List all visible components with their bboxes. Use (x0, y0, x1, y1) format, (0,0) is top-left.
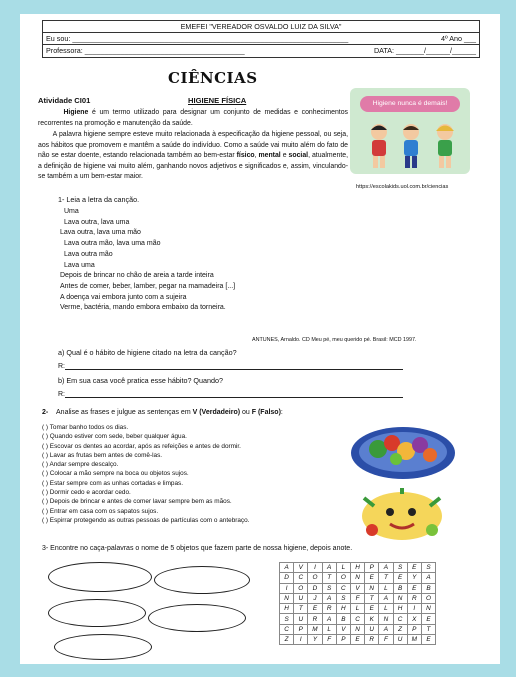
keyword-mental: mental (258, 152, 281, 160)
word-search-cell[interactable]: E (308, 604, 322, 614)
subject-title: CIÊNCIAS (168, 69, 258, 87)
word-search-cell[interactable]: P (294, 624, 308, 634)
answer-oval-1[interactable] (48, 562, 152, 592)
word-search-cell[interactable]: T (322, 573, 336, 583)
word-search-cell[interactable]: M (407, 635, 421, 645)
song-citation: ANTUNES, Arnaldo. CD Meu pé, meu querido pé. Brasil: MCD 1997. (252, 337, 417, 343)
tf-item[interactable]: ( ) Espirrar protegendo as outras pessoas de partículas com o antebraço. (42, 516, 250, 524)
word-search-cell[interactable]: K (365, 614, 379, 624)
section-2-text: Analise as frases e julgue as sentenças em (56, 409, 193, 416)
word-search-cell[interactable]: A (322, 614, 336, 624)
word-search-row (280, 614, 436, 624)
word-search-cell[interactable]: H (280, 604, 294, 614)
header-box (42, 20, 480, 58)
word-search-cell[interactable]: Z (393, 624, 407, 634)
word-search-cell[interactable]: T (421, 624, 435, 634)
song-line: Depois de brincar no chão de areia a tarde inteira (60, 272, 214, 280)
word-search-cell[interactable]: T (365, 593, 379, 603)
word-search-cell[interactable]: N (280, 593, 294, 603)
word-search-cell[interactable]: F (379, 635, 393, 645)
word-search-row (280, 624, 436, 634)
speech-bubble: Higiene nunca é demais! (360, 96, 460, 112)
school-name: EMEFEI "VEREADOR OSVALDO LUIZ DA SILVA" (43, 21, 479, 33)
word-search-cell[interactable]: U (365, 624, 379, 634)
word-search-cell[interactable]: R (365, 635, 379, 645)
or-text: ou (240, 409, 252, 416)
word-search-cell[interactable]: B (421, 583, 435, 593)
word-search-cell[interactable]: H (336, 604, 350, 614)
word-search-cell[interactable]: R (308, 614, 322, 624)
answer-oval-5[interactable] (54, 634, 152, 660)
tf-item[interactable]: ( ) Lavar as frutas bem antes de comê-las. (42, 451, 163, 459)
word-search-cell[interactable]: L (379, 604, 393, 614)
answer-b-line[interactable] (58, 391, 403, 398)
teacher-field[interactable]: Professora: ________________________________________ (46, 46, 245, 55)
word-search-row (280, 604, 436, 614)
word-search-cell[interactable]: V (294, 563, 308, 573)
activity-title: HIGIENE FÍSICA (188, 96, 247, 105)
fruit-plate-icon (348, 417, 458, 483)
word-search-cell[interactable]: N (421, 604, 435, 614)
song-line: Lava outra, lava uma (64, 218, 130, 226)
tf-item[interactable]: ( ) Andar sempre descalço. (42, 461, 119, 469)
word-search-cell[interactable]: B (393, 583, 407, 593)
word-search-cell[interactable]: I (308, 563, 322, 573)
word-search-cell[interactable]: N (350, 573, 364, 583)
keyword-social: social (288, 152, 309, 160)
word-search-cell[interactable]: E (407, 563, 421, 573)
word-search-cell[interactable]: H (393, 604, 407, 614)
song-line: A doença vai embora junto com a sujeira (60, 293, 187, 301)
word-search-cell[interactable]: N (350, 624, 364, 634)
word-search-cell[interactable]: N (365, 583, 379, 593)
word-search-cell[interactable]: P (336, 635, 350, 645)
word-search-cell[interactable]: V (350, 583, 364, 593)
tf-item[interactable]: ( ) Entrar em casa com os sapatos sujos. (42, 507, 159, 515)
song-line: Lava outra mão (64, 250, 113, 258)
section-number: 2- (42, 409, 49, 416)
true-false-list (42, 423, 249, 525)
word-search-cell[interactable]: D (308, 583, 322, 593)
word-search-cell[interactable]: X (407, 614, 421, 624)
word-search-cell[interactable]: I (407, 604, 421, 614)
song-line: Lava outra, lava uma mão (60, 229, 141, 237)
word-search-cell[interactable]: O (421, 593, 435, 603)
word-search-cell[interactable]: C (280, 624, 294, 634)
keyword-higiene: Higiene (63, 109, 89, 116)
word-search-cell[interactable]: Y (407, 573, 421, 583)
cartoon-vegetables-icon (354, 486, 450, 544)
answer-a-line[interactable] (58, 363, 403, 370)
word-search-cell[interactable]: E (365, 604, 379, 614)
word-search-cell[interactable]: O (336, 573, 350, 583)
word-search-cell[interactable]: L (379, 583, 393, 593)
intro-text-2: A palavra higiene sempre esteve muito relacionada à especificação da higiene pessoal, ou seja, aos hábitos que promovem e mantêm a saúde do indivíduo. Como a saúde vai muito além do fato de não se estar doente, estando relacionada também ao bem-estar (38, 131, 348, 160)
date-field[interactable]: DATA: _______/______/______ (373, 46, 476, 55)
word-search-cell[interactable]: A (421, 573, 435, 583)
answer-label: R: (58, 391, 65, 398)
intro-text-1: é um termo utilizado para designar um conjunto de medidas e conhecimentos recorrentes na promoção e manutenção da saúde. (38, 109, 348, 127)
word-search-row (280, 635, 436, 645)
word-search-cell[interactable]: I (280, 583, 294, 593)
word-search-row (280, 573, 436, 583)
intro-and: e (280, 152, 289, 160)
word-search-cell[interactable]: E (350, 635, 364, 645)
answer-oval-3[interactable] (48, 599, 146, 627)
question-a: a) Qual é o hábito de higiene citado na letra da canção? (58, 348, 237, 357)
word-search-cell[interactable]: Z (280, 635, 294, 645)
word-search-cell[interactable]: R (322, 604, 336, 614)
tf-item[interactable]: ( ) Tomar banho todos os dias. (42, 424, 129, 431)
word-search-cell[interactable]: A (322, 593, 336, 603)
word-search-cell[interactable]: L (350, 604, 364, 614)
song-instruction: 1- Leia a letra da canção. (58, 195, 140, 204)
word-search-cell[interactable]: U (393, 635, 407, 645)
word-search-cell[interactable]: S (421, 563, 435, 573)
word-search-cell[interactable]: S (393, 563, 407, 573)
song-line: Antes de comer, beber, lamber, pegar na mamadeira [...] (60, 282, 236, 290)
teacher-row (43, 45, 479, 57)
word-search-cell[interactable]: O (308, 573, 322, 583)
answer-label: R: (58, 363, 65, 370)
word-search-row (280, 563, 436, 573)
worksheet-page (20, 14, 500, 664)
word-search-cell[interactable]: A (280, 563, 294, 573)
word-search-cell[interactable]: E (421, 614, 435, 624)
word-search-cell[interactable]: U (294, 593, 308, 603)
word-search-cell[interactable]: L (336, 563, 350, 573)
word-search-cell[interactable]: N (379, 614, 393, 624)
intro-paragraph-2 (38, 130, 480, 183)
student-row (43, 33, 479, 45)
word-search-cell[interactable]: H (350, 563, 364, 573)
song-line: Uma (64, 208, 79, 215)
false-label: F (Falso) (251, 409, 281, 416)
word-search-cell[interactable]: A (322, 563, 336, 573)
word-search-cell[interactable]: A (379, 624, 393, 634)
song-line: Lava uma (64, 261, 95, 269)
word-search-cell[interactable]: C (294, 573, 308, 583)
word-search-cell[interactable]: C (350, 614, 364, 624)
word-search-cell[interactable]: V (336, 624, 350, 634)
word-search-cell[interactable]: C (393, 614, 407, 624)
intro-paragraph-1 (38, 108, 348, 129)
word-search-cell[interactable]: T (294, 604, 308, 614)
answer-oval-4[interactable] (148, 604, 246, 632)
colon: : (280, 409, 283, 416)
word-search-cell[interactable]: A (379, 563, 393, 573)
word-search-cell[interactable]: J (308, 593, 322, 603)
tf-item[interactable]: ( ) Depois de brincar e antes de comer lavar sempre bem as mãos. (42, 498, 232, 506)
tf-item[interactable]: ( ) Dormir cedo e acordar cedo. (42, 489, 131, 497)
song-line: Verme, bactéria, mando embora embaixo da torneira. (60, 304, 226, 312)
tf-item[interactable]: ( ) Escovar os dentes ao acordar, após as refeições e antes de dormir. (42, 442, 241, 450)
source-link[interactable]: https://escolakids.uol.com.br/ciencias (356, 184, 449, 190)
answer-oval-2[interactable] (154, 566, 250, 594)
word-search-cell[interactable]: N (393, 593, 407, 603)
section-2-heading (42, 409, 283, 416)
word-search-cell[interactable]: S (336, 593, 350, 603)
true-label: V (Verdadeiro) (192, 409, 241, 416)
word-search-cell[interactable]: T (379, 573, 393, 583)
word-search-row (280, 583, 436, 593)
word-search-cell[interactable]: L (322, 624, 336, 634)
word-search-cell[interactable]: U (294, 614, 308, 624)
song-lyrics (60, 207, 235, 314)
tf-item[interactable]: ( ) Colocar a mão sempre na boca ou objetos sujos. (42, 470, 189, 478)
student-field[interactable]: Eu sou: _____________________________________________________________________ (46, 34, 349, 43)
word-search-cell[interactable]: I (294, 635, 308, 645)
word-search-cell[interactable]: F (350, 593, 364, 603)
word-search-row (280, 593, 436, 603)
word-search-cell[interactable]: E (393, 573, 407, 583)
word-search-cell[interactable]: A (379, 593, 393, 603)
year-field[interactable]: 4º Ano ___ (441, 34, 476, 43)
intro-sep: , (254, 152, 259, 160)
word-search-cell[interactable]: E (421, 635, 435, 645)
tf-item[interactable]: ( ) Estar sempre com as unhas cortadas e limpas. (42, 479, 184, 487)
word-search-cell[interactable]: E (407, 583, 421, 593)
intro-text-3: , atualmente, a definição de higiene vai muito além, ganhando novos adjetivos e significados e, assim, vinculando-se também a um bem-estar maior. (38, 152, 348, 181)
word-search-cell[interactable]: F (322, 635, 336, 645)
activity-code: Atividade CI01 (38, 96, 91, 105)
word-search-cell[interactable]: S (322, 583, 336, 593)
word-search-cell[interactable]: Y (308, 635, 322, 645)
word-search-cell[interactable]: O (294, 583, 308, 593)
word-search-cell[interactable]: M (308, 624, 322, 634)
word-search-cell[interactable]: S (280, 614, 294, 624)
word-search-cell[interactable]: D (280, 573, 294, 583)
keyword-fisico: físico (236, 152, 255, 160)
word-search-cell[interactable]: P (365, 563, 379, 573)
song-line: Lava outra mão, lava uma mão (64, 240, 161, 248)
tf-item[interactable]: ( ) Quando estiver com sede, beber qualquer água. (42, 433, 187, 441)
word-search-cell[interactable]: R (407, 593, 421, 603)
question-b: b) Em sua casa você pratica esse hábito? Quando? (58, 376, 224, 385)
section-3-heading: 3- Encontre no caça-palavras o nome de 5 objetos que fazem parte de nossa higiene, depois anote. (42, 545, 353, 552)
word-search-cell[interactable]: B (336, 614, 350, 624)
word-search-grid[interactable] (279, 562, 436, 645)
word-search-cell[interactable]: E (365, 573, 379, 583)
word-search-cell[interactable]: P (407, 624, 421, 634)
word-search-cell[interactable]: C (336, 583, 350, 593)
